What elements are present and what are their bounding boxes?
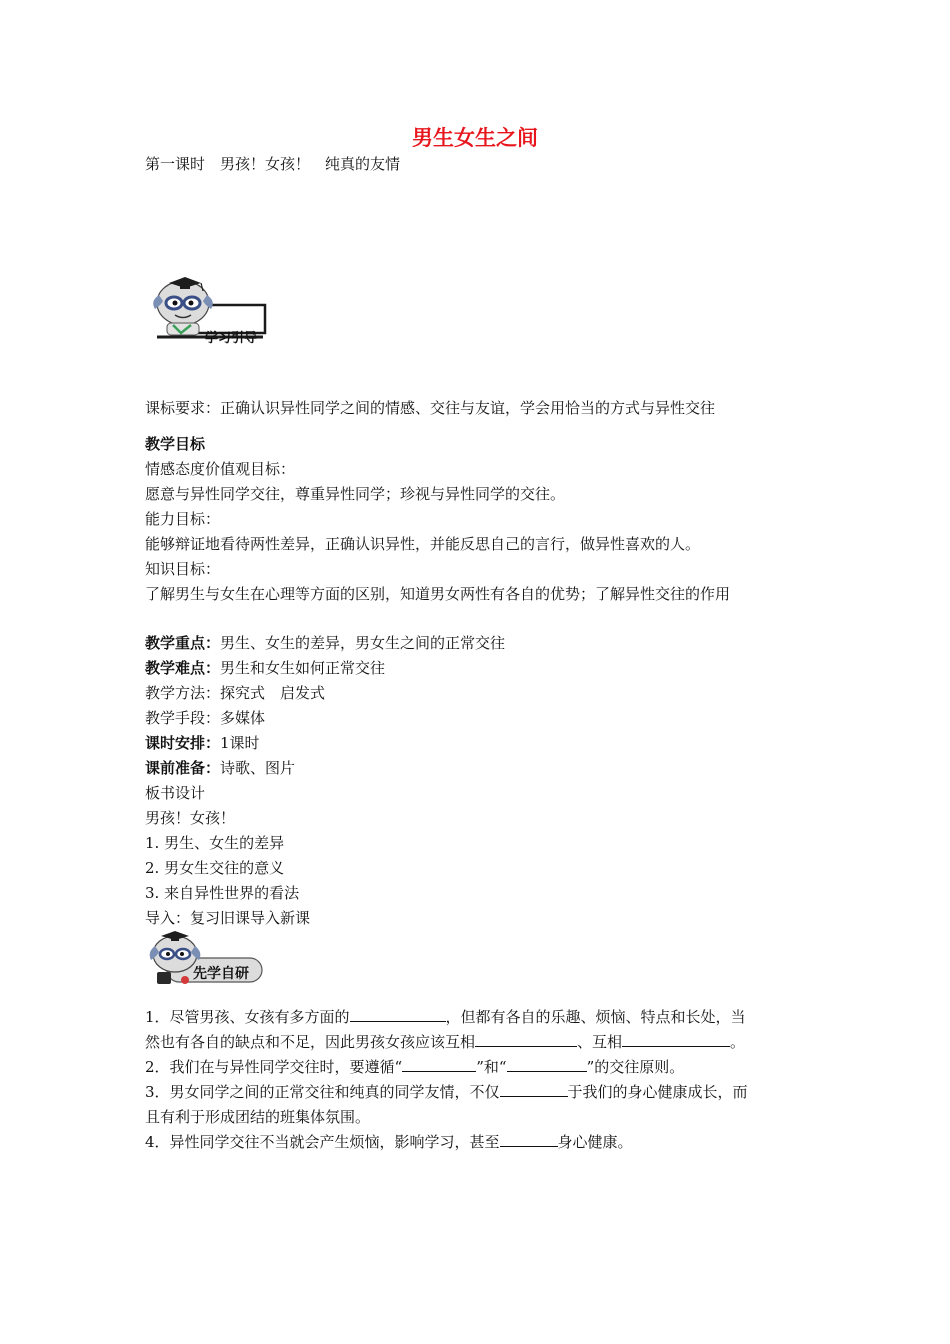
lesson-subtitle: 第一课时 男孩！女孩！ 纯真的友情 [145,155,401,173]
study-guide-badge [145,275,270,345]
self-study-label: 先学自研 [193,966,249,982]
self-study-badge [145,930,270,990]
key-point-label: 教学重点： [145,634,221,652]
question-4 [145,1132,633,1152]
fill-blank[interactable] [500,1132,558,1147]
question-3-line-1 [145,1082,748,1102]
emotion-objective-label: 情感态度价值观目标： [145,460,296,478]
fill-blank[interactable] [507,1057,587,1072]
preparation [145,758,295,778]
question-text: ，但都有各自的乐趣、烦恼、特点和长处，当 [445,1008,746,1026]
key-point [145,633,505,653]
question-text: 3．男女同学之间的正常交往和纯真的同学友情，不仅 [145,1083,500,1101]
knowledge-objective-text: 了解男生与女生在心理等方面的区别，知道男女两性有各自的优势；了解异性交往的作用 [145,585,731,603]
teaching-means: 教学手段：多媒体 [145,709,266,727]
question-text: 身心健康。 [557,1133,633,1151]
fill-blank[interactable] [500,1082,568,1097]
difficult-point-text: 男生和女生如何正常交往 [220,659,386,677]
class-hours-label: 课时安排： [145,734,221,752]
knowledge-objective-label: 知识目标： [145,560,221,578]
question-text: 4．异性同学交往不当就会产生烦恼，影响学习，甚至 [145,1133,500,1151]
question-3-line-2: 且有利于形成团结的班集体氛围。 [145,1108,371,1126]
question-1-line-1 [145,1007,746,1027]
lesson-intro: 导入：复习旧课导入新课 [145,909,311,927]
question-text: 于我们的身心健康成长，而 [567,1083,748,1101]
curriculum-requirement: 课标要求：正确认识异性同学之间的情感、交往与友谊，学会用恰当的方式与异性交往 [145,399,716,417]
fill-blank[interactable] [350,1007,446,1022]
question-2 [145,1057,684,1077]
class-hours-text: 1课时 [220,734,260,752]
page-title: 男生女生之间 [412,126,538,150]
question-text: 。 [730,1033,746,1051]
ability-objective-text: 能够辩证地看待两性差异，正确认识异性，并能反思自己的言行，做异性喜欢的人。 [145,535,701,553]
class-hours [145,733,260,753]
question-text: ”的交往原则。 [586,1058,685,1076]
question-text: 1．尽管男孩、女孩有多方面的 [145,1008,350,1026]
fill-blank[interactable] [622,1032,730,1047]
question-text: 2．我们在与异性同学交往时，要遵循“ [145,1058,403,1076]
board-item: 1. 男生、女生的差异 [145,834,285,852]
preparation-label: 课前准备： [145,759,221,777]
ability-objective-label: 能力目标： [145,510,221,528]
preparation-text: 诗歌、图片 [220,759,296,777]
teaching-method: 教学方法：探究式 启发式 [145,684,326,702]
board-item: 2. 男女生交往的意义 [145,859,285,877]
difficult-point [145,658,385,678]
question-text: 然也有各自的缺点和不足，因此男孩女孩应该互相 [145,1033,476,1051]
board-title: 男孩！女孩！ [145,809,236,827]
question-text: ”和“ [476,1058,507,1076]
objectives-heading: 教学目标 [145,435,206,453]
key-point-text: 男生、女生的差异，男女生之间的正常交往 [220,634,506,652]
difficult-point-label: 教学难点： [145,659,221,677]
fill-blank[interactable] [402,1057,476,1072]
emotion-objective-text: 愿意与异性同学交往，尊重异性同学；珍视与异性同学的交往。 [145,485,566,503]
fill-blank[interactable] [475,1032,577,1047]
question-text: 、互相 [577,1033,623,1051]
board-item: 3. 来自异性世界的看法 [145,884,300,902]
board-design: 板书设计 [145,784,206,802]
study-guide-label: 学习引导 [205,331,258,346]
question-1-line-2 [145,1032,745,1052]
